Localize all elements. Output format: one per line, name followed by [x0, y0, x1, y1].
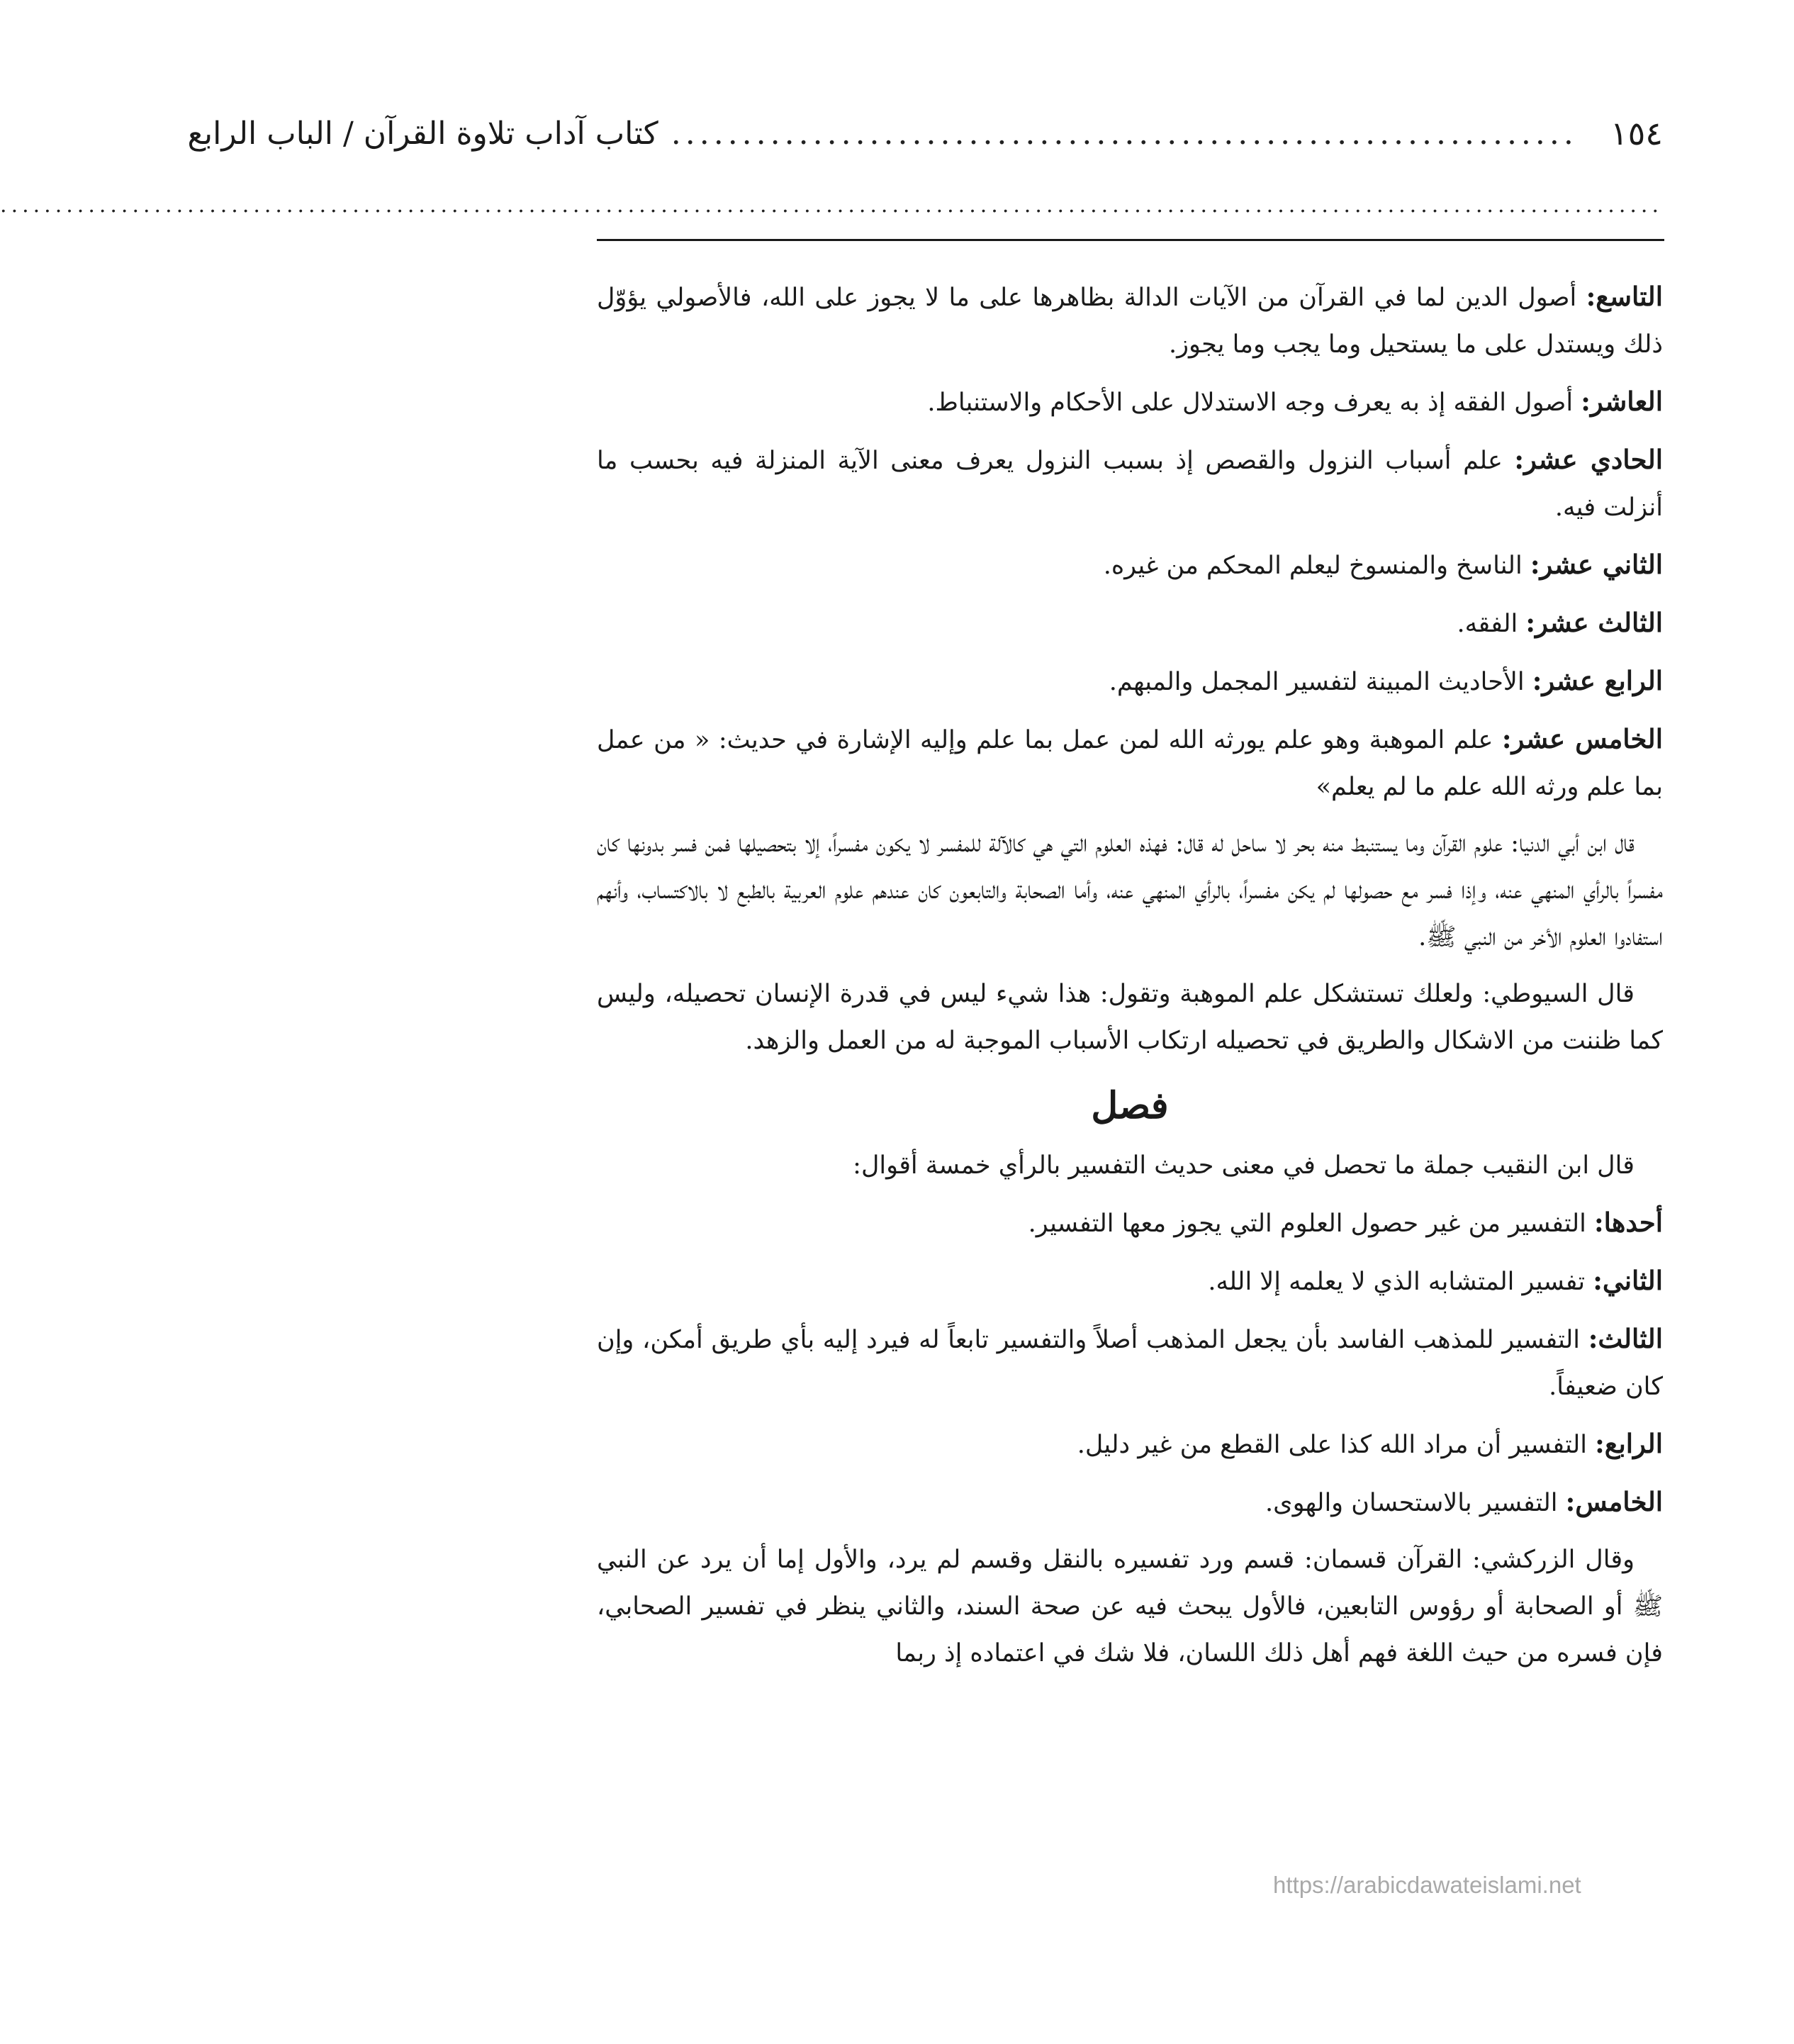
- paragraph-twelfth: [597, 541, 1663, 589]
- paragraph-ibn-al-naqib: [597, 1142, 1663, 1189]
- paragraph-text: التفسير بالاستحسان والهوى.: [1265, 1489, 1566, 1517]
- paragraph-tenth: [597, 378, 1663, 426]
- paragraph-text: قال ابن أبي الدنيا: علوم القرآن وما يستنبط منه بحر لا ساحل له قال: فهذه العلوم التي هي كالآلة للمفسر لا يكون مفسراً، إلا بتحصيلها فمن فسر بدونها كان مفسراً بالرأي المنهي عنه، وإذا فسر مع حصولها لم يكن مفسراً، بالرأي المنهي عنه، وأما الصحابة والتابعون كان عندهم علوم العربية بالطبع لا بالاكتساب، وأنهم استفادوا العلوم الأخر من النبي ﷺ.: [597, 830, 1663, 951]
- paragraph-first-opinion: [597, 1199, 1663, 1247]
- paragraph-fifth-opinion: [597, 1478, 1663, 1526]
- paragraph-label: العاشر:: [1581, 386, 1663, 417]
- watermark-url: https://arabicdawateislami.net: [1273, 1872, 1581, 1898]
- paragraph-label: الثالث عشر:: [1525, 607, 1663, 638]
- paragraph-third-opinion: [597, 1315, 1663, 1410]
- paragraph-al-zarkashi: [597, 1536, 1663, 1677]
- running-header: [187, 105, 1663, 162]
- paragraph-text: أصول الدين لما في القرآن من الآيات الدالة بظاهرها على ما لا يجوز على الله، فالأصولي يؤوّل ذلك ويستدل على ما يستحيل وما يجب وما يجوز.: [597, 284, 1663, 359]
- paragraph-fourteenth: [597, 657, 1663, 705]
- paragraph-text: الناسخ والمنسوخ ليعلم المحكم من غيره.: [1103, 552, 1530, 580]
- paragraph-text: علم الموهبة وهو علم يورثه الله لمن عمل بما علم وإليه الإشارة في حديث: « من عمل بما علم ورثه الله علم ما لم يعلم»: [597, 726, 1663, 801]
- paragraph-label: الرابع عشر:: [1532, 665, 1663, 696]
- running-title: كتاب آداب تلاوة القرآن / الباب الرابع: [187, 115, 658, 152]
- paragraph-fifteenth: [597, 715, 1663, 810]
- paragraph-al-suyuti: [597, 971, 1663, 1064]
- paragraph-text: الفقه.: [1457, 610, 1526, 638]
- page-body: [597, 273, 1663, 1687]
- dotted-separator: .......................................................................................................................................................: [0, 193, 1663, 218]
- paragraph-text: التفسير من غير حصول العلوم التي يجوز معها التفسير.: [1028, 1210, 1594, 1238]
- paragraph-text: قال السيوطي: ولعلك تستشكل علم الموهبة وتقول: هذا شيء ليس في قدرة الإنسان تحصيله، وليس كما ظننت من الاشكال والطريق في تحصيله ارتكاب الأسباب الموجبة له من العمل والزهد.: [597, 980, 1663, 1055]
- paragraph-label: الثاني:: [1593, 1265, 1663, 1296]
- paragraph-thirteenth: [597, 599, 1663, 647]
- section-heading: فصل: [1091, 1084, 1169, 1127]
- paragraph-text: وقال الزركشي: القرآن قسمان: قسم ورد تفسيره بالنقل وقسم لم يرد، والأول إما أن يرد عن النبي ﷺ أو الصحابة أو رؤوس التابعين، فالأول يبحث فيه عن صحة السند، والثاني ينظر في تفسير الصحابي، فإن فسره من حيث اللغة فهم أهل ذلك اللسان، فلا شك في اعتماده إذ ربما: [597, 1546, 1663, 1668]
- paragraph-text: قال ابن النقيب جملة ما تحصل في معنى حديث التفسير بالرأي خمسة أقوال:: [853, 1151, 1635, 1180]
- paragraph-text: أصول الفقه إذ به يعرف وجه الاستدلال على الأحكام والاستنباط.: [927, 389, 1581, 417]
- paragraph-text: التفسير أن مراد الله كذا على القطع من غير دليل.: [1077, 1431, 1596, 1459]
- paragraph-label: الثاني عشر:: [1530, 549, 1663, 580]
- page-number: ١٥٤: [1610, 114, 1663, 152]
- paragraph-text: التفسير للمذهب الفاسد بأن يجعل المذهب أصلاً والتفسير تابعاً له فيرد إليه بأي طريق أمكن، وإن كان ضعيفاً.: [597, 1326, 1663, 1401]
- paragraph-text: تفسير المتشابه الذي لا يعلمه إلا الله.: [1208, 1268, 1593, 1296]
- paragraph-label: الخامس:: [1565, 1486, 1663, 1517]
- paragraph-text: الأحاديث المبينة لتفسير المجمل والمبهم.: [1109, 668, 1532, 696]
- header-leader-dots: ................................................................: [671, 115, 1578, 152]
- paragraph-label: الثالث:: [1588, 1323, 1663, 1354]
- paragraph-label: الخامس عشر:: [1501, 723, 1663, 754]
- paragraph-text: علم أسباب النزول والقصص إذ بسبب النزول يعرف معنى الآية المنزلة فيه بحسب ما أنزلت فيه.: [597, 447, 1663, 522]
- paragraph-ibn-abi-al-dunya: [597, 820, 1663, 961]
- paragraph-label: الحادي عشر:: [1514, 444, 1664, 475]
- paragraph-label: التاسع:: [1586, 281, 1663, 312]
- paragraph-ninth: [597, 273, 1663, 368]
- paragraph-fourth-opinion: [597, 1420, 1663, 1468]
- paragraph-second-opinion: [597, 1257, 1663, 1305]
- paragraph-eleventh: [597, 436, 1663, 531]
- paragraph-label: الرابع:: [1595, 1428, 1663, 1459]
- header-rule: [597, 239, 1664, 241]
- paragraph-label: أحدها:: [1593, 1207, 1663, 1238]
